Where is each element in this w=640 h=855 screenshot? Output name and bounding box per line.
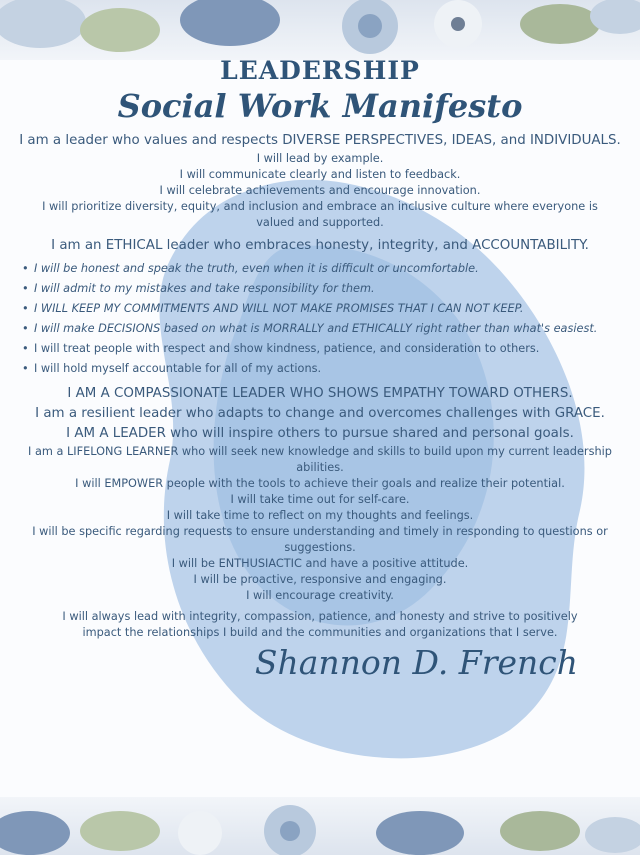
closing-line: I will always lead with integrity, compassion, patience, and honesty and strive to positively (62, 610, 578, 623)
floral-border-bottom (0, 797, 640, 855)
bullet-icon: • (22, 282, 29, 295)
section3-line: I will take time to reflect on my thoughts and feelings. (166, 509, 474, 522)
closing-line: impact the relationships I build and the communities and organizations that I serve. (82, 626, 558, 639)
section1-line: I will celebrate achievements and encourage innovation. (159, 184, 481, 197)
section3-heading-inspire: I AM A LEADER who will inspire others to pursue shared and personal goals. (66, 426, 574, 441)
bullet-icon: • (22, 302, 29, 315)
section1-line: I will prioritize diversity, equity, and inclusion and embrace an inclusive culture where everyone is (42, 200, 598, 213)
section1-heading: I am a leader who values and respects DIVERSE PERSPECTIVES, IDEAS, and INDIVIDUALS. (19, 133, 621, 148)
manifesto-content (0, 56, 640, 683)
bullet-icon: • (22, 322, 29, 335)
signature: Shannon D. French (254, 643, 578, 682)
page-title: LEADERSHIP (220, 56, 420, 85)
section1-line: I will communicate clearly and listen to feedback. (179, 168, 461, 181)
floral-decoration-bottom (0, 797, 640, 855)
list-item: • I will make DECISIONS based on what is MORRALLY and ETHICALLY right rather than what's easiest. (0, 319, 640, 339)
page-subtitle: Social Work Manifesto (117, 87, 523, 125)
list-item: • I will be honest and speak the truth, even when it is difficult or uncomfortable. (0, 259, 640, 279)
list-item: • I will treat people with respect and show kindness, patience, and consideration to others. (0, 339, 640, 359)
section3-line: abilities. (296, 461, 344, 474)
list-item: • I WILL KEEP MY COMMITMENTS AND WILL NOT MAKE PROMISES THAT I CAN NOT KEEP. (0, 299, 640, 319)
section3-line: I am a LIFELONG LEARNER who will seek new knowledge and skills to build upon my current leadership (28, 445, 612, 458)
section3-line: I will be ENTHUSIACTIC and have a positive attitude. (171, 557, 469, 570)
floral-border-top (0, 0, 640, 60)
section3-line: I will EMPOWER people with the tools to achieve their goals and realize their potential. (75, 477, 565, 490)
list-item: • I will admit to my mistakes and take responsibility for them. (0, 279, 640, 299)
section3-line: suggestions. (284, 541, 356, 554)
floral-decoration-top (0, 0, 640, 60)
section3-heading-compassion: I AM A COMPASSIONATE LEADER WHO SHOWS EMPATHY TOWARD OTHERS. (67, 386, 573, 401)
bullet-icon: • (22, 362, 29, 375)
bullet-icon: • (22, 342, 29, 355)
section2-heading: I am an ETHICAL leader who embraces honesty, integrity, and ACCOUNTABILITY. (51, 238, 589, 253)
section3-heading-resilience: I am a resilient leader who adapts to change and overcomes challenges with GRACE. (35, 406, 605, 421)
section3-line: I will be proactive, responsive and engaging. (193, 573, 447, 586)
list-item: • I will hold myself accountable for all of my actions. (0, 359, 640, 379)
section3-line: I will encourage creativity. (246, 589, 394, 602)
section1-line: I will lead by example. (256, 152, 384, 165)
section1-line: valued and supported. (256, 216, 384, 229)
section3-line: I will be specific regarding requests to ensure understanding and timely in responding to questions or (32, 525, 608, 538)
section3-line: I will take time out for self-care. (230, 493, 410, 506)
bullet-icon: • (22, 262, 29, 275)
ethics-bullet-list (0, 259, 640, 379)
